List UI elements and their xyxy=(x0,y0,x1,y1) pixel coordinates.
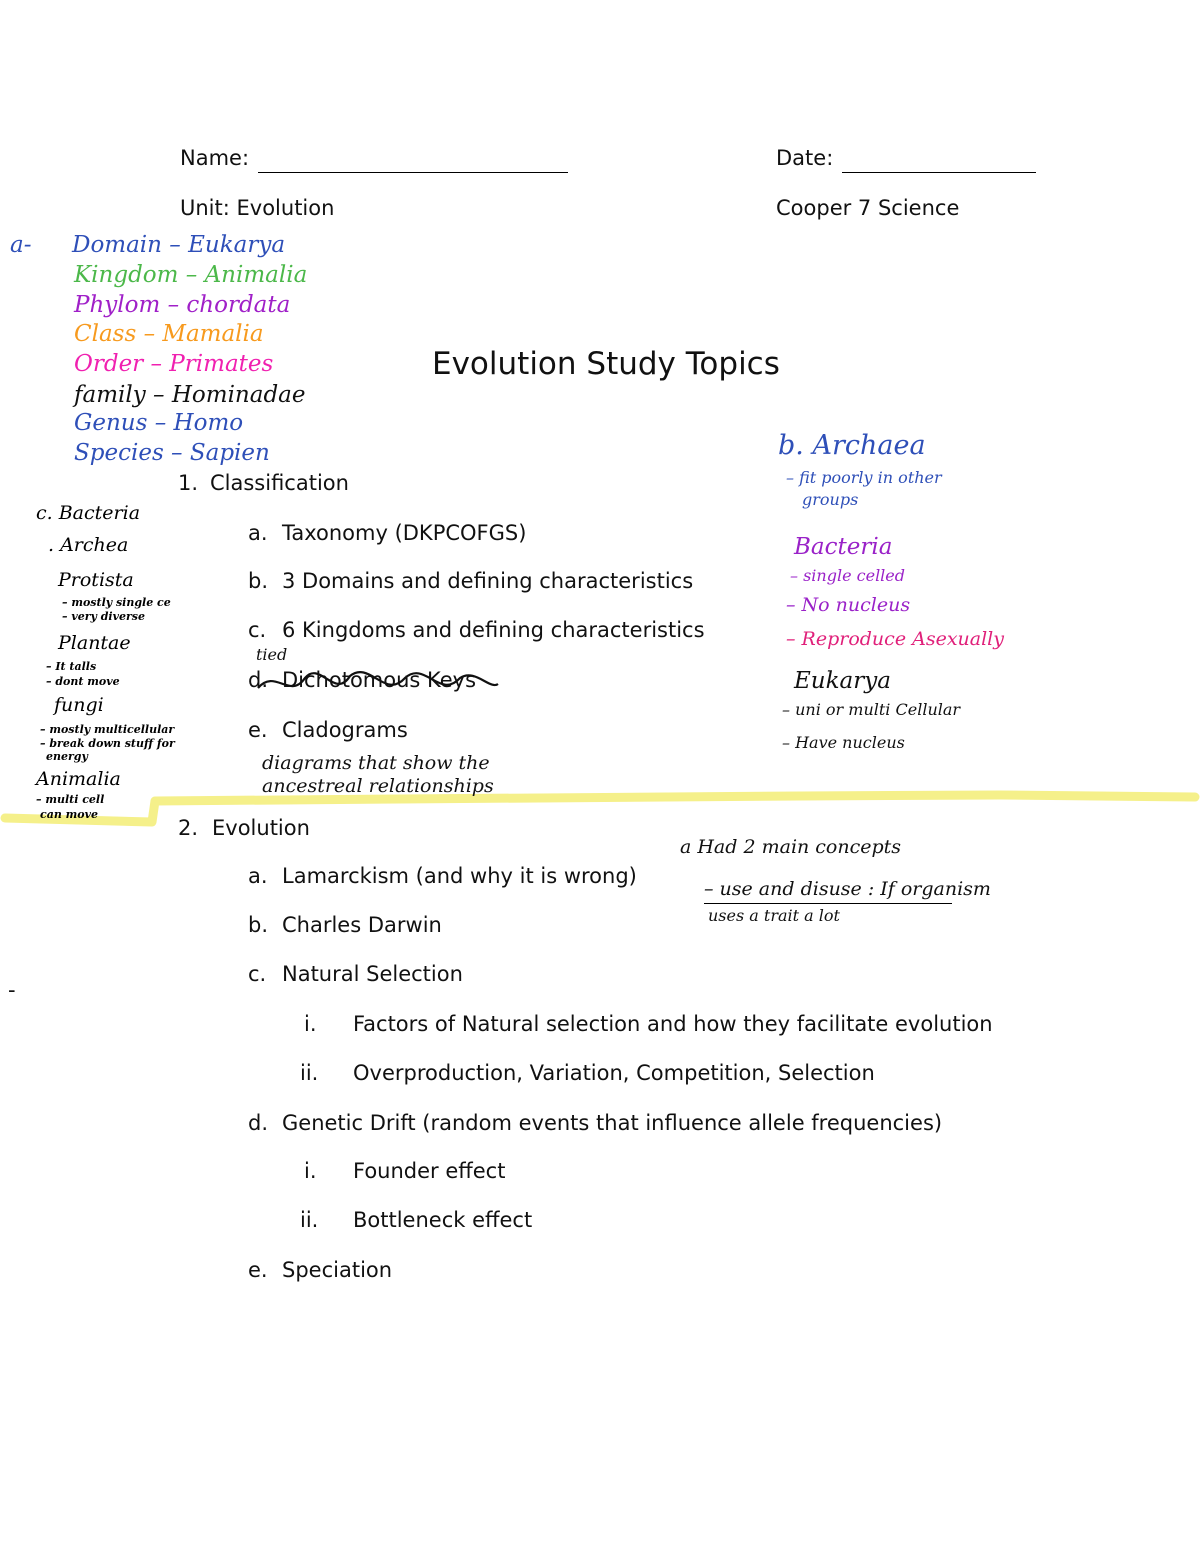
s2-item-c: Natural Selection xyxy=(282,962,463,986)
s2-item-c-ii-marker: ii. xyxy=(300,1061,319,1085)
hw-lamarck-underline xyxy=(704,903,952,904)
hw-bacteria-note-1: – single celled xyxy=(790,566,906,585)
s2-item-b-marker: b. xyxy=(248,913,269,937)
hw-plantae-note-2: – dont move xyxy=(46,675,120,688)
s2-item-e: Speciation xyxy=(282,1258,393,1282)
hw-eukarya-note-2: – Have nucleus xyxy=(782,733,905,752)
hw-kingdom-protista: Protista xyxy=(58,569,134,591)
hw-taxonomy-order: Order – Primates xyxy=(74,351,274,377)
s2-item-c-i-marker: i. xyxy=(304,1012,317,1036)
hw-cladogram-note-2: ancestreal relationships xyxy=(262,775,494,797)
hw-bacteria-note-2: – No nucleus xyxy=(786,594,911,616)
hw-fungi-note-1: – mostly multicellular xyxy=(40,723,175,736)
section-2-number: 2. xyxy=(178,816,199,840)
hw-archaea-note-2: groups xyxy=(802,490,859,509)
s2-item-c-marker: c. xyxy=(248,962,267,986)
hw-taxonomy-species: Species – Sapien xyxy=(74,440,270,466)
s2-item-c-ii: Overproduction, Variation, Competition, Selection xyxy=(353,1061,875,1085)
hw-archaea-note-1: – fit poorly in other xyxy=(786,468,942,487)
name-line xyxy=(258,172,568,173)
hw-kingdom-archea: . Archea xyxy=(48,534,129,556)
s2-item-d-ii-marker: ii. xyxy=(300,1208,319,1232)
course-label: Cooper 7 Science xyxy=(776,196,960,220)
hw-lamarck-note-1: a Had 2 main concepts xyxy=(680,836,902,858)
s1-item-c: 6 Kingdoms and defining characteristics xyxy=(282,618,705,642)
s2-item-c-i: Factors of Natural selection and how they facilitate evolution xyxy=(353,1012,993,1036)
date-line xyxy=(842,172,1036,173)
s1-item-b: 3 Domains and defining characteristics xyxy=(282,569,694,593)
hw-taxonomy-marker: a- xyxy=(10,232,32,258)
hw-taxonomy-phylum: Phylom – chordata xyxy=(74,292,291,318)
s1-item-b-marker: b. xyxy=(248,569,269,593)
hw-plantae-note-1: – It talls xyxy=(46,660,97,673)
hw-lamarck-note-3: uses a trait a lot xyxy=(708,906,840,925)
hw-animalia-note-1: – multi cell xyxy=(36,793,105,806)
page-title: Evolution Study Topics xyxy=(432,346,780,382)
s1-item-d-marker: d. xyxy=(248,668,269,692)
s1-item-e: Cladograms xyxy=(282,718,408,742)
hw-lamarck-note-2: – use and disuse : If organism xyxy=(704,878,991,900)
s2-item-d-i: Founder effect xyxy=(353,1159,506,1183)
hw-taxonomy-family: family – Hominadae xyxy=(74,382,306,408)
hw-taxonomy-class: Class – Mamalia xyxy=(74,321,264,347)
s1-item-a-marker: a. xyxy=(248,521,268,545)
unit-label: Unit: Evolution xyxy=(180,196,335,220)
s2-item-e-marker: e. xyxy=(248,1258,268,1282)
hw-kingdom-animalia: Animalia xyxy=(36,768,121,790)
s2-item-d-i-marker: i. xyxy=(304,1159,317,1183)
stray-dash: - xyxy=(8,978,16,1002)
hw-cladogram-note-1: diagrams that show the xyxy=(262,752,490,774)
s2-item-d: Genetic Drift (random events that influence allele frequencies) xyxy=(282,1111,943,1135)
hw-fungi-note-2: – break down stuff for xyxy=(40,737,175,750)
s2-item-a-marker: a. xyxy=(248,864,268,888)
hw-taxonomy-kingdom: Kingdom – Animalia xyxy=(74,262,308,288)
s2-item-d-ii: Bottleneck effect xyxy=(353,1208,533,1232)
hw-kingdom-fungi: fungi xyxy=(54,694,104,716)
s1-item-d: Dichotomous Keys xyxy=(282,668,477,692)
s1-item-a: Taxonomy (DKPCOFGS) xyxy=(282,521,527,545)
s1-item-c-marker: c. xyxy=(248,618,267,642)
hw-archaea-title: b. Archaea xyxy=(778,430,926,461)
hw-bacteria-title: Bacteria xyxy=(794,534,893,560)
section-2-title: Evolution xyxy=(212,816,310,840)
s2-item-d-marker: d. xyxy=(248,1111,269,1135)
hw-bacteria-note-3: – Reproduce Asexually xyxy=(786,628,1004,650)
hw-kingdom-bacteria: c. Bacteria xyxy=(36,502,141,524)
hw-kingdom-plantae: Plantae xyxy=(58,632,131,654)
hw-protista-note-2: – very diverse xyxy=(62,610,145,623)
s2-item-b: Charles Darwin xyxy=(282,913,442,937)
hw-eukarya-title: Eukarya xyxy=(794,668,891,694)
hw-taxonomy-domain: Domain – Eukarya xyxy=(72,232,286,258)
hw-dichotomous-note: tied xyxy=(256,645,288,664)
s1-item-e-marker: e. xyxy=(248,718,268,742)
hw-protista-note-1: – mostly single ce xyxy=(62,596,171,609)
section-1-number: 1. xyxy=(178,471,199,495)
hw-animalia-note-2: can move xyxy=(40,808,99,821)
hw-taxonomy-genus: Genus – Homo xyxy=(74,410,244,436)
hw-fungi-note-3: energy xyxy=(46,750,88,763)
date-label: Date: xyxy=(776,146,834,170)
s2-item-a: Lamarckism (and why it is wrong) xyxy=(282,864,637,888)
name-label: Name: xyxy=(180,146,250,170)
hw-eukarya-note-1: – uni or multi Cellular xyxy=(782,700,961,719)
section-1-title: Classification xyxy=(210,471,349,495)
